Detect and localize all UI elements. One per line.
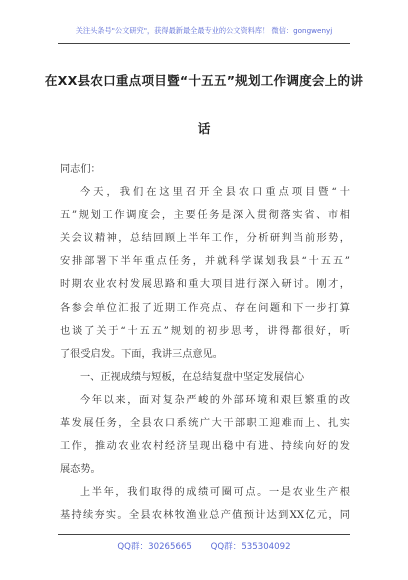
paragraph-line: 基持续夯实。全县农林牧渔业总产值预计达到XX亿元，同 [60,510,350,522]
paragraph-line: 今天，我们在这里召开全县农口重点项目暨“十 [80,187,350,199]
section-heading: 一、正视成绩与短板，在总结复盘中坚定发展信心 [80,371,305,383]
paragraph-line: 各参会单位汇报了近期工作亮点、存在问题和下一步打算 [60,302,350,314]
page-footer [0,540,408,552]
paragraph-line: 展态势。 [60,464,101,476]
paragraph-line: 上半年，我们取得的成绩可圈可点。一是农业生产根 [80,487,350,499]
qq-group-link-1[interactable]: QQ群：30265665 [117,542,192,552]
footer-divider [58,534,350,535]
paragraph-line: 五”规划工作调度会，主要任务是深入贯彻落实省、市相 [60,210,350,222]
salutation: 同志们： [60,164,101,175]
page-header: 关注头条号"公文研究"，获得最新最全最专业的公文资料库！ 微信：gongwenyj [75,26,333,35]
paragraph-line: 安排部署下半年重点任务，并就科学谋划我县“十五五” [60,256,350,268]
paragraph-line: 今年以来，面对复杂严峻的外部环境和艰巨繁重的改 [80,394,350,406]
header-divider [58,43,350,44]
paragraph-line: 也谈了关于“十五五”规划的初步思考，讲得都很好，听 [60,325,350,337]
paragraph-line: 时期农业农村发展思路和重大项目进行深入研讨。刚才， [60,279,350,291]
document-body [60,158,350,528]
qq-group-link-2[interactable]: QQ群：535304092 [210,542,291,552]
paragraph-line: 革发展任务，全县农口系统广大干部职工迎难而上、扎实 [60,418,350,430]
document-title-continued: 话 [197,121,211,136]
paragraph-line: 关会议精神，总结回顾上半年工作，分析研判当前形势， [60,233,350,245]
document-title: 在XX县农口重点项目暨“十五五”规划工作调度会上的讲 [44,73,364,88]
paragraph-line: 工作，推动农业农村经济呈现出稳中有进、持续向好的发 [60,441,350,453]
paragraph-line: 了很受启发。下面，我讲三点意见。 [60,348,223,360]
